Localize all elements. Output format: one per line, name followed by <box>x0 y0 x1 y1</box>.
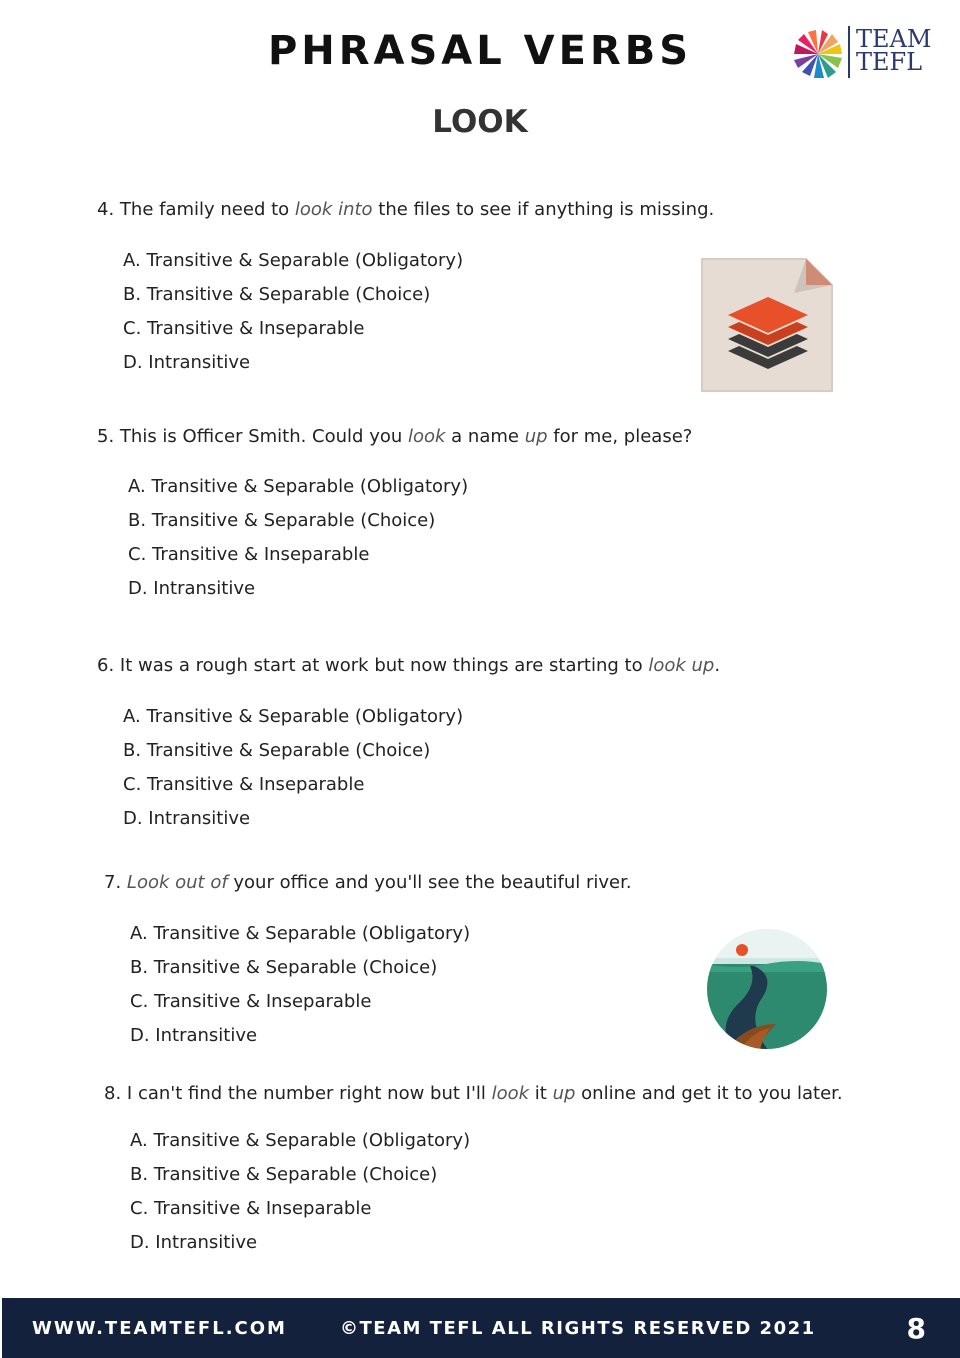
logo-divider <box>848 26 850 78</box>
question-text: The family need to <box>119 199 295 220</box>
option-b: B. Transitive & Separable (Choice) <box>128 510 436 531</box>
option-b: B. Transitive & Separable (Choice) <box>123 284 431 305</box>
page-footer <box>2 1298 960 1358</box>
option-b: B. Transitive & Separable (Choice) <box>123 740 431 761</box>
option-a: A. Transitive & Separable (Obligatory) <box>123 250 464 271</box>
phrasal-verb: look up <box>648 655 715 676</box>
option-d: D. Intransitive <box>123 808 251 829</box>
logo-wordmark <box>856 25 932 76</box>
option-a: A. Transitive & Separable (Obligatory) <box>128 476 469 497</box>
option-d: D. Intransitive <box>130 1025 258 1046</box>
option-c: C. Transitive & Inseparable <box>130 1198 372 1219</box>
option-c: C. Transitive & Inseparable <box>130 991 372 1012</box>
option-c: C. Transitive & Inseparable <box>123 318 365 339</box>
question-text: the files to see if anything is missing. <box>372 199 715 220</box>
question-8-options <box>130 1130 470 1266</box>
phrasal-verb: look into <box>294 199 373 220</box>
question-text: It was a rough start at work but now things are starting to <box>119 655 649 676</box>
page-subtitle: LOOK <box>432 104 528 140</box>
question-5-options <box>128 476 468 612</box>
footer-website-link[interactable]: WWW.TEAMTEFL.COM <box>32 1318 287 1339</box>
question-text: your office and you'll see the beautiful river. <box>227 872 632 893</box>
phrasal-verb-particle: up <box>552 1083 576 1104</box>
option-a: A. Transitive & Separable (Obligatory) <box>123 706 464 727</box>
document-layers-icon <box>698 257 836 395</box>
option-b: B. Transitive & Separable (Choice) <box>130 1164 438 1185</box>
question-6-options <box>123 706 463 842</box>
option-b: B. Transitive & Separable (Choice) <box>130 957 438 978</box>
option-d: D. Intransitive <box>128 578 256 599</box>
option-c: C. Transitive & Inseparable <box>123 774 365 795</box>
option-d: D. Intransitive <box>123 352 251 373</box>
phrasal-verb-particle: up <box>524 426 548 447</box>
question-5 <box>97 426 692 448</box>
question-text: . <box>714 655 721 676</box>
phrasal-verb: Look out of <box>126 872 228 893</box>
question-4 <box>97 199 714 221</box>
phrasal-verb: look <box>408 426 446 447</box>
question-text: online and get it to you later. <box>575 1083 843 1104</box>
team-tefl-logo <box>792 24 938 84</box>
question-4-options <box>123 250 463 386</box>
question-text: for me, please? <box>547 426 693 447</box>
logo-line2: TEFL <box>856 48 923 76</box>
question-8 <box>104 1083 843 1105</box>
river-landscape-icon <box>706 928 828 1050</box>
question-number: 7. <box>104 872 122 893</box>
page-title: PHRASAL VERBS <box>267 28 693 74</box>
question-text: This is Officer Smith. Could you <box>119 426 408 447</box>
question-7-options <box>130 923 470 1059</box>
question-text: I can't find the number right now but I'll <box>126 1083 492 1104</box>
option-a: A. Transitive & Separable (Obligatory) <box>130 1130 471 1151</box>
question-text: a name <box>445 426 525 447</box>
phrasal-verb: look <box>491 1083 530 1104</box>
question-7 <box>104 872 632 894</box>
question-6 <box>97 655 720 677</box>
question-text: it <box>529 1083 553 1104</box>
logo-line1: TEAM <box>856 25 932 53</box>
option-c: C. Transitive & Inseparable <box>128 544 370 565</box>
option-a: A. Transitive & Separable (Obligatory) <box>130 923 471 944</box>
question-number: 8. <box>104 1083 122 1104</box>
option-d: D. Intransitive <box>130 1232 258 1253</box>
footer-copyright: ©TEAM TEFL ALL RIGHTS RESERVED 2021 <box>340 1318 816 1339</box>
page-number: 8 <box>906 1312 926 1345</box>
question-number: 6. <box>97 655 115 676</box>
question-number: 5. <box>97 426 115 447</box>
question-number: 4. <box>97 199 115 220</box>
pinwheel-icon <box>792 26 844 82</box>
